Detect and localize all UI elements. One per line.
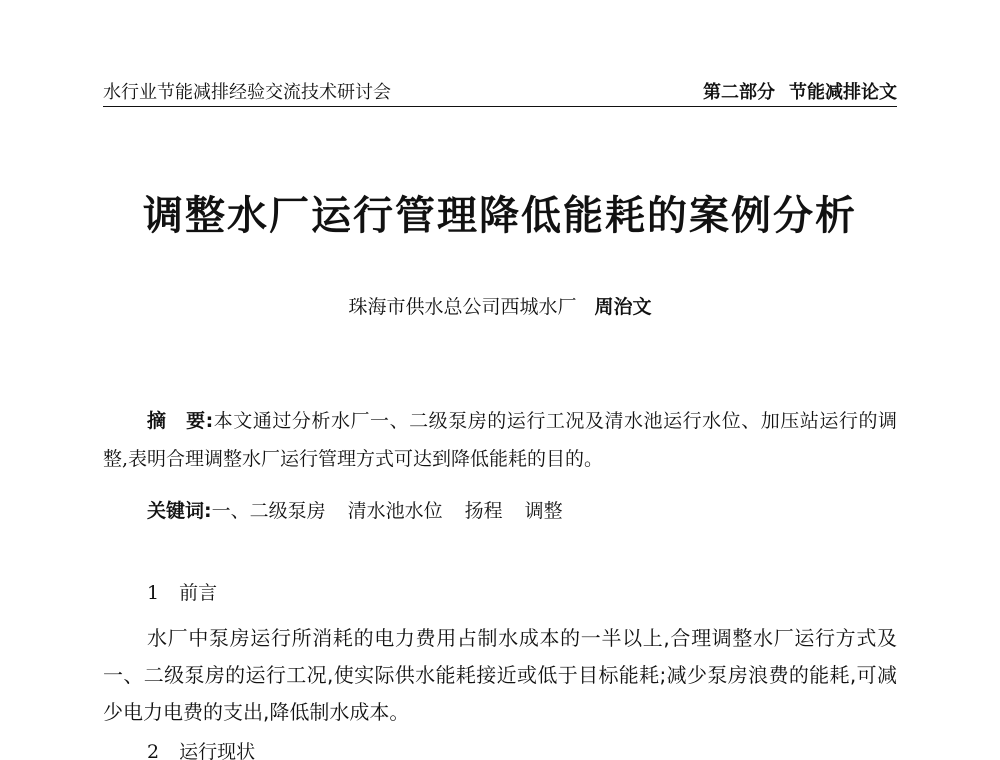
section-title: 运行现状 (179, 741, 256, 760)
section-title: 前言 (179, 582, 218, 604)
paper-title: 调整水厂运行管理降低能耗的案例分析 (143, 192, 857, 239)
header-part: 第二部分 (703, 82, 775, 103)
header-part-title: 节能减排论文 (789, 82, 897, 103)
abstract-text: 本文通过分析水厂一、二级泵房的运行工况及清水池运行水位、加压站运行的调整,表明合理调整水厂运行管理方式可达到降低能耗的目的。 (103, 410, 897, 470)
byline (0, 292, 1000, 322)
keywords (147, 496, 897, 526)
abstract-label: 摘 要: (147, 410, 214, 432)
section-number: 1 (147, 582, 160, 604)
header-section-label (703, 80, 897, 106)
running-header (103, 80, 897, 107)
author-affiliation: 珠海市供水总公司西城水厂 (348, 296, 577, 318)
section-heading (147, 737, 255, 760)
keyword-item: 调整 (524, 500, 563, 522)
keyword-item: 清水池水位 (347, 500, 443, 522)
section-number: 2 (147, 741, 160, 760)
abstract (103, 402, 897, 478)
keywords-label: 关键词: (147, 500, 212, 522)
author-name: 周治文 (594, 296, 652, 318)
body-paragraph: 水厂中泵房运行所消耗的电力费用占制水成本的一半以上,合理调整水厂运行方式及一、二级泵房的运行工况,使实际供水能耗接近或低于目标能耗;减少泵房浪费的能耗,可减少电力电费的支出,降低制水成本。 (103, 626, 897, 724)
section-heading (147, 578, 217, 608)
keyword-item: 扬程 (464, 500, 503, 522)
keyword-item: 一、二级泵房 (211, 500, 326, 522)
header-conference-name: 水行业节能减排经验交流技术研讨会 (103, 82, 391, 103)
